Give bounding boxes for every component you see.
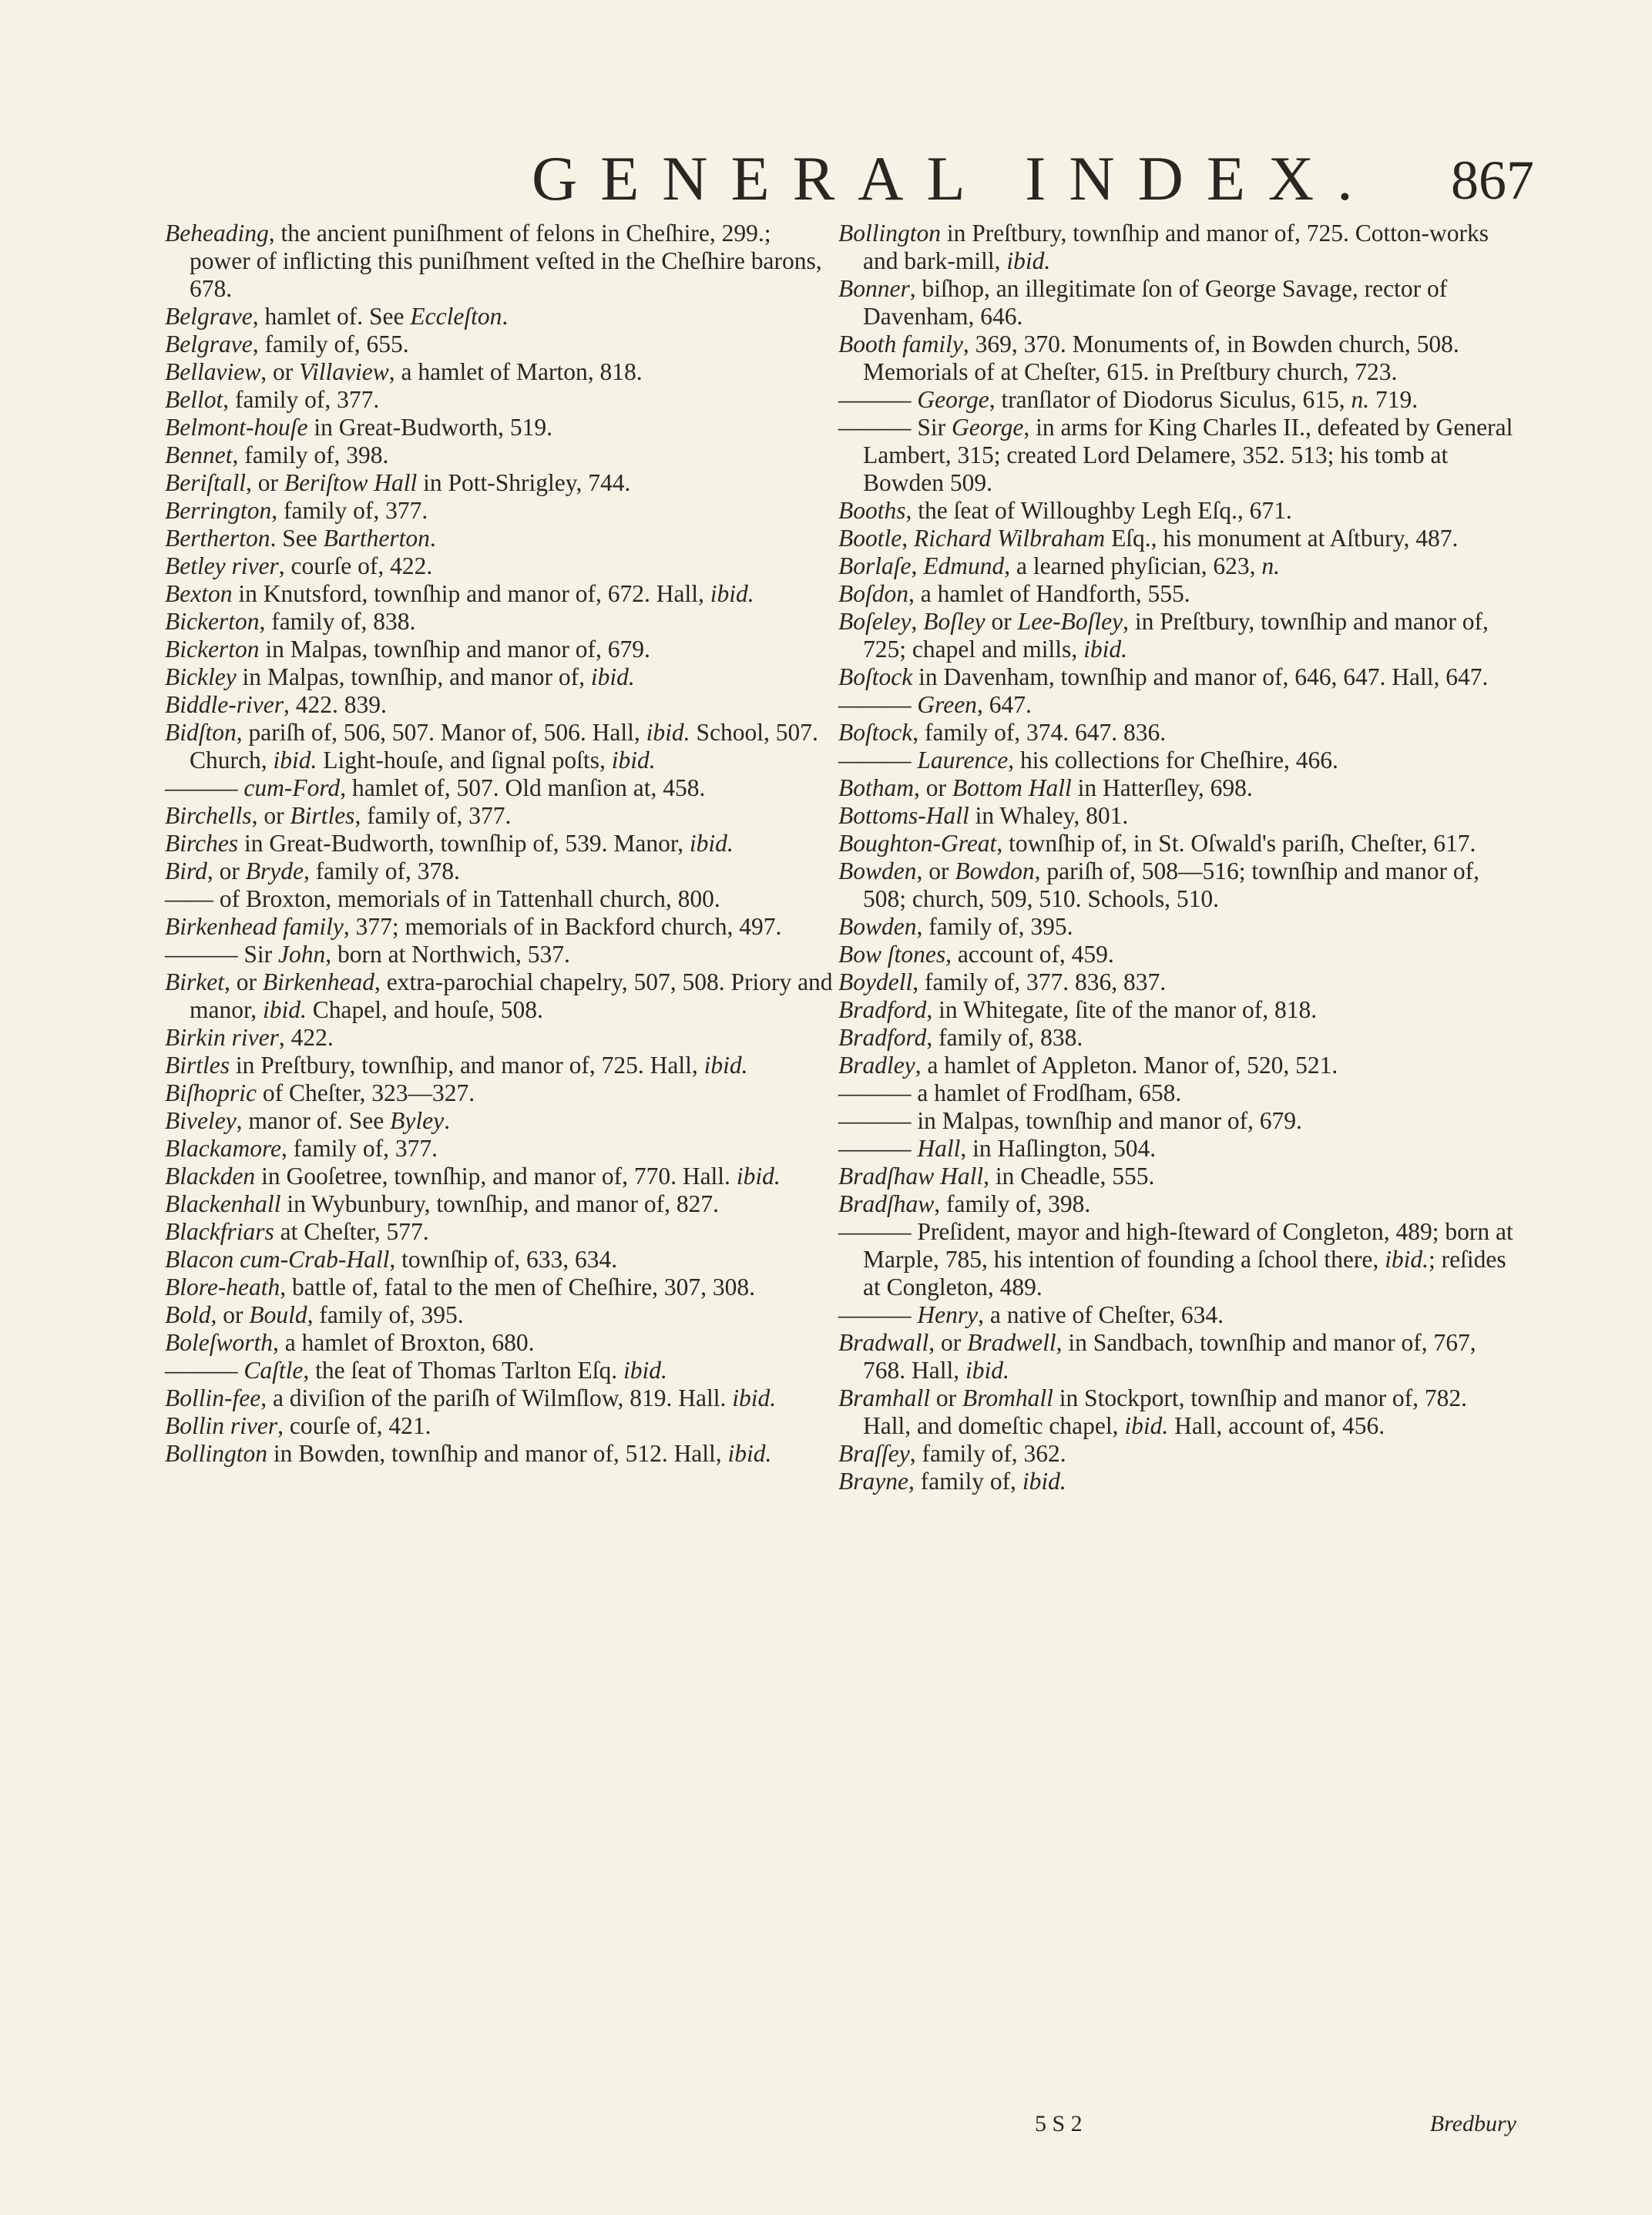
index-entry: Bollin river, courſe of, 421. <box>165 1412 431 1439</box>
index-entry: Birket, or Birkenhead, extra-parochial chapelry, 507, 508. Priory and manor, ibid. Chapel, and houſe, 508. <box>165 968 833 1023</box>
catchword: Bredbury <box>1429 2111 1516 2136</box>
index-entry: Berrington, family of, 377. <box>165 497 428 524</box>
index-entry: ——— Laurence, his collections for Cheſhire, 466. <box>838 747 1338 774</box>
index-entry: Birkin river, 422. <box>165 1024 334 1051</box>
index-entry: Bradſhaw Hall, in Cheadle, 555. <box>838 1163 1155 1190</box>
index-entry: Boſtock, family of, 374. 647. 836. <box>838 719 1167 746</box>
index-entry: Birches in Great-Budworth, townſhip of, 539. Manor, ibid. <box>165 830 734 857</box>
index-entry: Bollington in Bowden, townſhip and manor of, 512. Hall, ibid. <box>165 1440 772 1467</box>
index-entry: ——— cum-Ford, hamlet of, 507. Old manſion at, 458. <box>165 774 706 801</box>
index-entry: Boſtock in Davenham, townſhip and manor of, 646, 647. Hall, 647. <box>838 663 1489 690</box>
index-entry: Belgrave, hamlet of. See Eccleſton. <box>165 303 509 330</box>
index-column-right <box>838 220 1516 1495</box>
index-entry: Birtles in Preſtbury, townſhip, and manor of, 725. Hall, ibid. <box>165 1052 748 1079</box>
page-title: GENERAL INDEX. <box>532 143 1376 213</box>
index-entry: Belgrave, family of, 655. <box>165 331 409 357</box>
index-entry: ——— Sir John, born at Northwich, 537. <box>165 941 570 968</box>
index-entry: Biveley, manor of. See Byley. <box>165 1107 450 1134</box>
index-entry: ——— Preſident, mayor and high-ſteward of Congleton, 489; born at Marple, 785, his intention of founding a ſchool there, ibid.; reſides at Congleton, 489. <box>838 1218 1513 1300</box>
index-entry: Beheading, the ancient puniſhment of felons in Cheſhire, 299.; power of inflicting this puniſhment veſted in the Cheſhire barons, 678. <box>165 220 822 302</box>
index-entry: Boleſworth, a hamlet of Broxton, 680. <box>165 1329 535 1356</box>
index-entry: Beriſtall, or Beriſtow Hall in Pott-Shrigley, 744. <box>165 469 631 496</box>
index-entry: Bickerton in Malpas, townſhip and manor of, 679. <box>165 636 650 663</box>
index-entry: Birchells, or Birtles, family of, 377. <box>165 802 512 829</box>
index-entry: ——— Hall, in Haſlington, 504. <box>838 1135 1157 1162</box>
index-entry: Betley river, courſe of, 422. <box>165 552 433 579</box>
index-entry: Bowden, family of, 395. <box>838 913 1073 940</box>
index-entry: Bollin-fee, a diviſion of the pariſh of Wilmſlow, 819. Hall. ibid. <box>165 1384 777 1411</box>
index-entry: Biſhopric of Cheſter, 323—327. <box>165 1079 475 1106</box>
index-entry: ——— in Malpas, townſhip and manor of, 679. <box>838 1107 1302 1134</box>
page-number: 867 <box>1451 149 1534 211</box>
index-entry: Bowden, or Bowdon, pariſh of, 508—516; townſhip and manor of, 508; church, 509, 510. Schools, 510. <box>838 857 1480 912</box>
index-entry: ——— a hamlet of Frodſham, 658. <box>838 1079 1182 1106</box>
index-entry: Bidſton, pariſh of, 506, 507. Manor of, 506. Hall, ibid. School, 507. Church, ibid. Light-houſe, and ſignal poſts, ibid. <box>165 719 818 774</box>
index-entry: Boydell, family of, 377. 836, 837. <box>838 968 1167 995</box>
index-entry: Blackden in Gooſetree, townſhip, and manor of, 770. Hall. ibid. <box>165 1163 781 1190</box>
index-entry: Booths, the ſeat of Willoughby Legh Eſq., 671. <box>838 497 1292 524</box>
index-entry: Bold, or Bould, family of, 395. <box>165 1301 464 1328</box>
index-entry: Boughton-Great, townſhip of, in St. Oſwald's pariſh, Cheſter, 617. <box>838 830 1476 857</box>
index-entry: —— of Broxton, memorials of in Tattenhall church, 800. <box>165 885 720 912</box>
index-entry: Blackfriars at Cheſter, 577. <box>165 1218 429 1245</box>
index-entry: Bickley in Malpas, townſhip, and manor of, ibid. <box>165 663 635 690</box>
index-entry: Bow ſtones, account of, 459. <box>838 941 1114 968</box>
index-column-left <box>165 220 835 1468</box>
index-entry: Boſdon, a hamlet of Handforth, 555. <box>838 580 1190 607</box>
index-entry: Blackenhall in Wybunbury, townſhip, and manor of, 827. <box>165 1190 719 1217</box>
index-entry: Bradford, family of, 838. <box>838 1024 1083 1051</box>
index-entry: Braſſey, family of, 362. <box>838 1440 1066 1467</box>
index-entry: Boſeley, Boſley or Lee-Boſley, in Preſtbury, townſhip and manor of, 725; chapel and mills, ibid. <box>838 608 1489 663</box>
index-entry: Belmont-houſe in Great-Budworth, 519. <box>165 414 553 441</box>
signature-mark: 5 S 2 <box>1035 2111 1083 2136</box>
index-entry: Bird, or Bryde, family of, 378. <box>165 857 460 884</box>
page-header <box>0 143 1652 212</box>
index-entry: Bellot, family of, 377. <box>165 386 380 413</box>
index-entry: Botham, or Bottom Hall in Hatterſley, 698. <box>838 774 1253 801</box>
index-entry: Bonner, biſhop, an illegitimate ſon of George Savage, rector of Davenham, 646. <box>838 275 1448 330</box>
page-footer <box>838 2111 1516 2142</box>
index-entry: Bradley, a hamlet of Appleton. Manor of, 520, 521. <box>838 1052 1338 1079</box>
index-entry: Bertherton. See Bartherton. <box>165 525 436 552</box>
index-entry: Booth family, 369, 370. Monuments of, in Bowden church, 508. Memorials of at Cheſter, 615. in Preſtbury church, 723. <box>838 331 1459 385</box>
index-entry: Borlaſe, Edmund, a learned phyſician, 623, n. <box>838 552 1281 579</box>
index-entry: Bexton in Knutsford, townſhip and manor of, 672. Hall, ibid. <box>165 580 754 607</box>
index-entry: Bollington in Preſtbury, townſhip and manor of, 725. Cotton-works and bark-mill, ibid. <box>838 220 1489 274</box>
index-entry: Bramhall or Bromhall in Stockport, townſhip and manor of, 782. Hall, and domeſtic chapel, ibid. Hall, account of, 456. <box>838 1384 1468 1439</box>
index-entry: Bellaview, or Villaview, a hamlet of Marton, 818. <box>165 358 643 385</box>
index-entry: Blacon cum-Crab-Hall, townſhip of, 633, 634. <box>165 1246 618 1273</box>
index-entry: Bradford, in Whitegate, ſite of the manor of, 818. <box>838 996 1318 1023</box>
index-entry: Blore-heath, battle of, fatal to the men of Cheſhire, 307, 308. <box>165 1274 756 1300</box>
index-entry: Birkenhead family, 377; memorials of in Backford church, 497. <box>165 913 782 940</box>
index-entry: Bickerton, family of, 838. <box>165 608 416 635</box>
index-entry: ——— Caſtle, the ſeat of Thomas Tarlton Eſq. ibid. <box>165 1357 667 1384</box>
index-entry: Bootle, Richard Wilbraham Eſq., his monument at Aſtbury, 487. <box>838 525 1459 552</box>
index-entry: ——— Green, 647. <box>838 691 1032 718</box>
index-entry: ——— George, tranſlator of Diodorus Siculus, 615, n. 719. <box>838 386 1419 413</box>
index-entry: Bennet, family of, 398. <box>165 441 389 468</box>
index-entry: Bottoms-Hall in Whaley, 801. <box>838 802 1129 829</box>
index-entry: Bradwall, or Bradwell, in Sandbach, townſhip and manor of, 767, 768. Hall, ibid. <box>838 1329 1476 1384</box>
index-entry: ——— Henry, a native of Cheſter, 634. <box>838 1301 1224 1328</box>
index-entry: Bradſhaw, family of, 398. <box>838 1190 1091 1217</box>
index-entry: ——— Sir George, in arms for King Charles II., defeated by General Lambert, 315; created Lord Delamere, 352. 513; his tomb at Bowden 509. <box>838 414 1513 496</box>
index-entry: Biddle-river, 422. 839. <box>165 691 387 718</box>
index-entry: Brayne, family of, ibid. <box>838 1468 1066 1495</box>
index-entry: Blackamore, family of, 377. <box>165 1135 438 1162</box>
